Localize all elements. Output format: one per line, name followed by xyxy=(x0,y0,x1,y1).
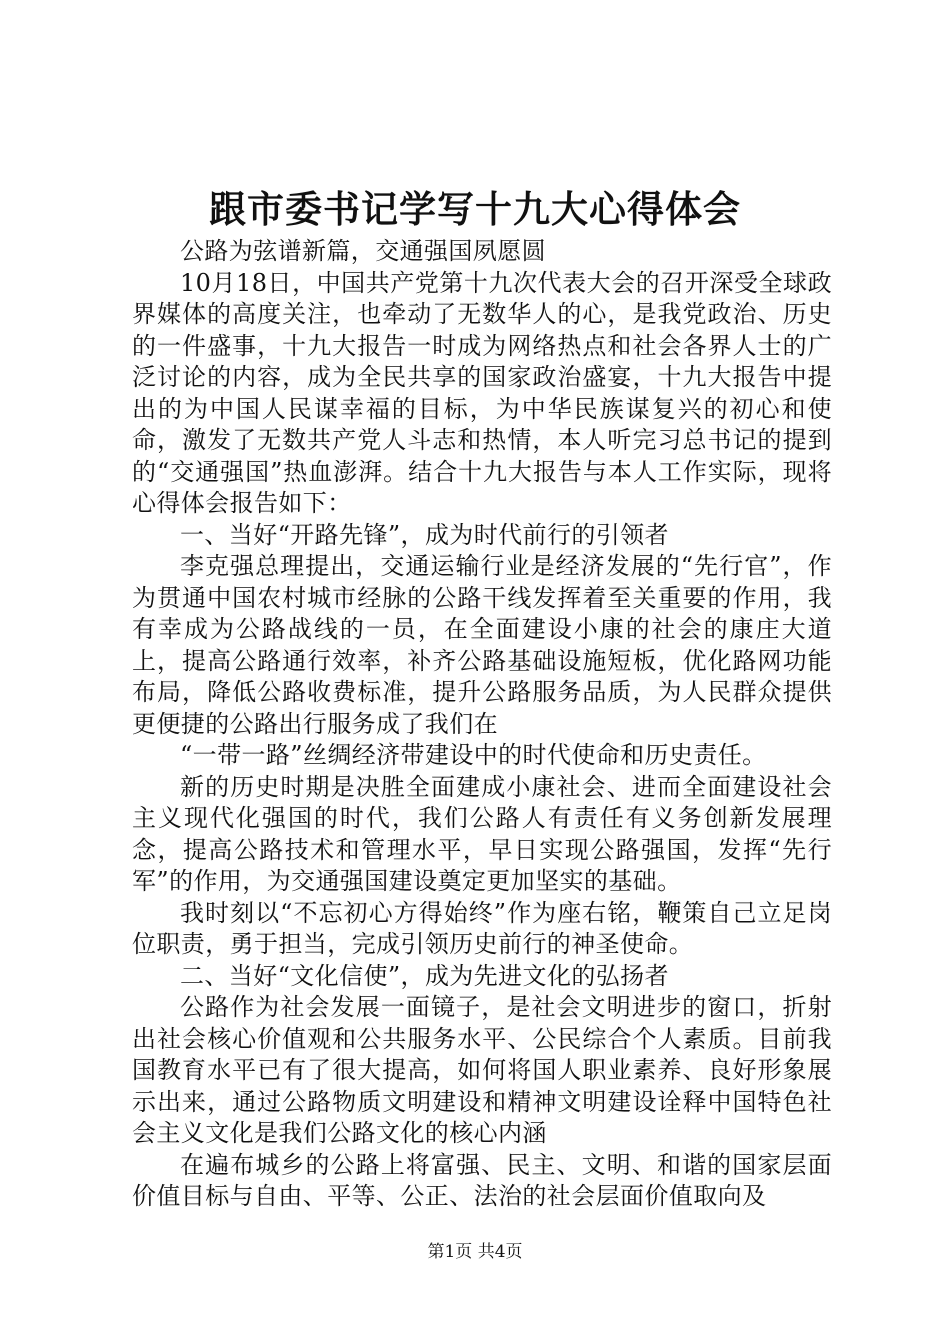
document-body xyxy=(132,236,832,1213)
body-paragraph: 公路作为社会发展一面镜子，是社会文明进步的窗口，折射出社会核心价值观和公共服务水平、公民综合个人素质。目前我国教育水平已有了很大提高，如何将国人职业素养、良好形象展示出来，通过公路物质文明建设和精神文明建设诠释中国特色社会主义文化是我们公路文化的核心内涵 xyxy=(132,993,832,1147)
intro-paragraph: 10月18日，中国共产党第十九次代表大会的召开深受全球政界媒体的高度关注，也牵动了无数华人的心，是我党政治、历史的一件盛事，十九大报告一时成为网络热点和社会各界人士的广泛讨论的内容，成为全民共享的国家政治盛宴，十九大报告中提出的为中国人民谋幸福的目标，为中华民族谋复兴的初心和使命，激发了无数共产党人斗志和热情，本人听完习总书记的提到的“交通强国”热血澎湃。结合十九大报告与本人工作实际，现将心得体会报告如下： xyxy=(132,268,832,517)
section-heading-1: 一、当好“开路先锋”，成为时代前行的引领者 xyxy=(180,520,669,549)
body-paragraph: 新的历史时期是决胜全面建成小康社会、进而全面建设社会主义现代化强国的时代，我们公路人有责任有义务创新发展理念，提高公路技术和管理水平，早日实现公路强国，发挥“先行军”的作用，为交通强国建设奠定更加坚实的基础。 xyxy=(132,772,832,895)
body-paragraph: 我时刻以“不忘初心方得始终”作为座右铭，鞭策自己立足岗位职责，勇于担当，完成引领历史前行的神圣使命。 xyxy=(132,898,832,958)
document-title: 跟市委书记学写十九大心得体会 xyxy=(209,187,741,231)
page-footer: 第1页 共4页 xyxy=(427,1242,523,1262)
subtitle-paragraph: 公路为弦谱新篇，交通强国夙愿圆 xyxy=(180,237,546,265)
body-paragraph: “一带一路”丝绸经济带建设中的时代使命和历史责任。 xyxy=(180,741,767,769)
body-paragraph: 在遍布城乡的公路上将富强、民主、文明、和谐的国家层面价值目标与自由、平等、公正、法治的社会层面价值取向及 xyxy=(132,1150,832,1210)
body-paragraph: 李克强总理提出，交通运输行业是经济发展的“先行官”，作为贯通中国农村城市经脉的公路干线发挥着至关重要的作用，我有幸成为公路战线的一员，在全面建设小康的社会的康庄大道上，提高公路通行效率，补齐公路基础设施短板，优化路网功能布局，降低公路收费标准，提升公路服务品质，为人民群众提供更便捷的公路出行服务成了我们在 xyxy=(132,552,832,738)
section-heading-2: 二、当好“文化信使”，成为先进文化的弘扬者 xyxy=(180,961,669,990)
